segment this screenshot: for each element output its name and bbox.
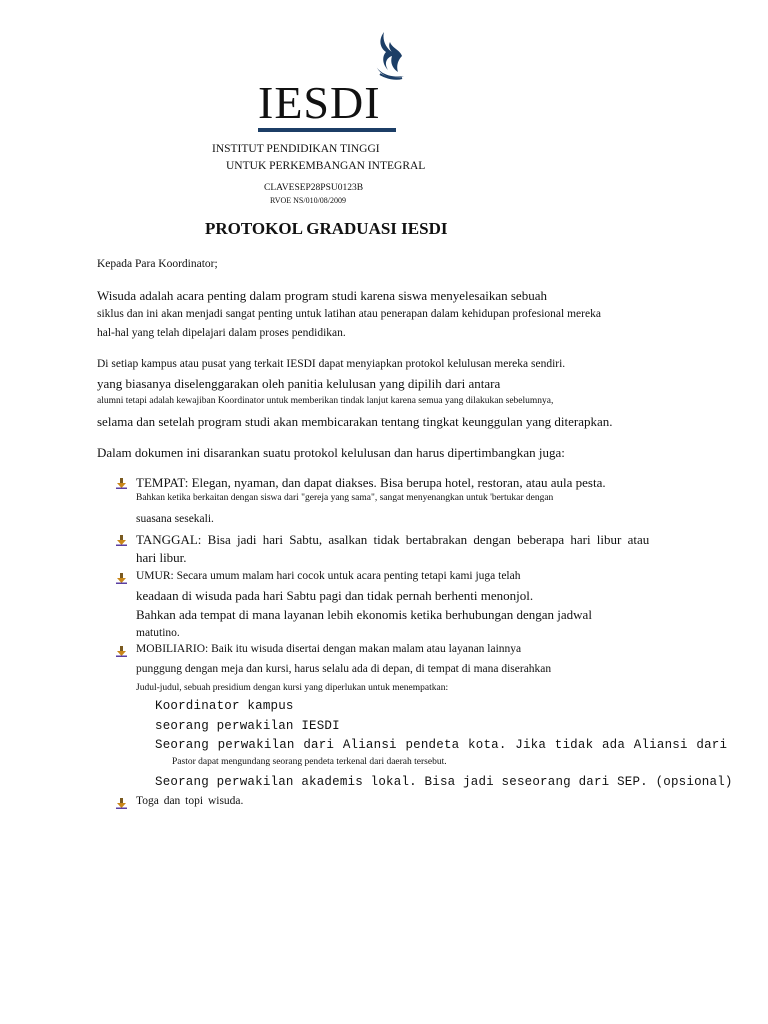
bullet-tanggal-line: hari libur.: [136, 550, 187, 565]
bullet-umur-line: Bahkan ada tempat di mana layanan lebih ekonomis ketika berhubungan dengan jadwal: [136, 607, 592, 622]
institution-line-1: INSTITUT PENDIDIKAN TINGGI: [212, 143, 380, 155]
paragraph-line: yang biasanya diselenggarakan oleh panitia kelulusan yang dipilih dari antara: [97, 376, 501, 391]
bullet-tempat: TEMPAT: Elegan, nyaman, dan dapat diakses. Bisa berupa hotel, restoran, atau aula pesta.: [136, 475, 606, 490]
arrow-down-bullet-icon: [116, 646, 127, 657]
salutation: Kepada Para Koordinator;: [97, 258, 218, 270]
presidium-note: Pastor dapat mengundang seorang pendeta terkenal dari daerah tersebut.: [172, 757, 447, 767]
bullet-mobiliario: MOBILIARIO: Baik itu wisuda disertai dengan makan malam atau layanan lainnya: [136, 643, 522, 655]
arrow-down-bullet-icon: [116, 478, 127, 489]
bullet-toga: Toga dan topi wisuda.: [136, 795, 244, 807]
rvoe-code: RVOE NS/010/08/2009: [270, 196, 347, 205]
bullet-tempat-line: suasana sesekali.: [136, 513, 214, 525]
bullet-umur-line: keadaan di wisuda pada hari Sabtu pagi dan tidak pernah berhenti menonjol.: [136, 588, 534, 603]
paragraph-line: hal-hal yang telah dipelajari dalam proses pendidikan.: [97, 327, 346, 339]
bullet-umur: UMUR: Secara umum malam hari cocok untuk acara penting tetapi kami juga telah: [136, 570, 521, 582]
flame-icon: [370, 30, 410, 82]
paragraph-line: selama dan setelah program studi akan membicarakan tentang tingkat keunggulan yang diterapkan.: [97, 414, 613, 429]
arrow-down-bullet-icon: [116, 535, 127, 546]
paragraph-3: Dalam dokumen ini disarankan suatu protokol kelulusan dan harus dipertimbangkan juga:: [97, 445, 565, 460]
bullet-tanggal: TANGGAL: Bisa jadi hari Sabtu, asalkan tidak bertabrakan dengan beberapa hari libur atau: [136, 532, 650, 547]
paragraph-line: Wisuda adalah acara penting dalam program studi karena siswa menyelesaikan sebuah: [97, 288, 547, 303]
arrow-down-bullet-icon: [116, 798, 127, 809]
paragraph-line: siklus dan ini akan menjadi sangat penting untuk latihan atau penerapan dalam kehidupan profesional mereka: [97, 308, 601, 320]
presidium-item: Seorang perwakilan akademis lokal. Bisa jadi seseorang dari SEP. (opsional): [155, 775, 733, 789]
bullet-umur-line: matutino.: [136, 627, 180, 639]
registration-code: CLAVESEP28PSU0123B: [264, 183, 364, 193]
document-title: PROTOKOL GRADUASI IESDI: [205, 219, 448, 238]
logo-text: IESDI: [258, 77, 381, 128]
bullet-mobiliario-line: Judul-judul, sebuah presidium dengan kursi yang diperlukan untuk menempatkan:: [136, 683, 449, 693]
paragraph-line: Di setiap kampus atau pusat yang terkait IESDI dapat menyiapkan protokol kelulusan mereka sendiri.: [97, 358, 566, 370]
paragraph-line: alumni tetapi adalah kewajiban Koordinator untuk memberikan tindak lanjut karena semua yang dilakukan sebelumnya,: [97, 396, 554, 406]
arrow-down-bullet-icon: [116, 573, 127, 584]
presidium-item: Seorang perwakilan dari Aliansi pendeta kota. Jika tidak ada Aliansi dari: [155, 738, 728, 752]
presidium-item: seorang perwakilan IESDI: [155, 719, 340, 733]
bullet-tempat-line: Bahkan ketika berkaitan dengan siswa dari "gereja yang sama", sangat menyenangkan untuk 'bertukar dengan: [136, 493, 554, 503]
bullet-mobiliario-line: punggung dengan meja dan kursi, harus selalu ada di depan, di tempat di mana diserahkan: [136, 663, 552, 675]
presidium-item: Koordinator kampus: [155, 699, 294, 713]
logo-underline: [258, 128, 396, 132]
institution-line-2: UNTUK PERKEMBANGAN INTEGRAL: [226, 160, 426, 172]
